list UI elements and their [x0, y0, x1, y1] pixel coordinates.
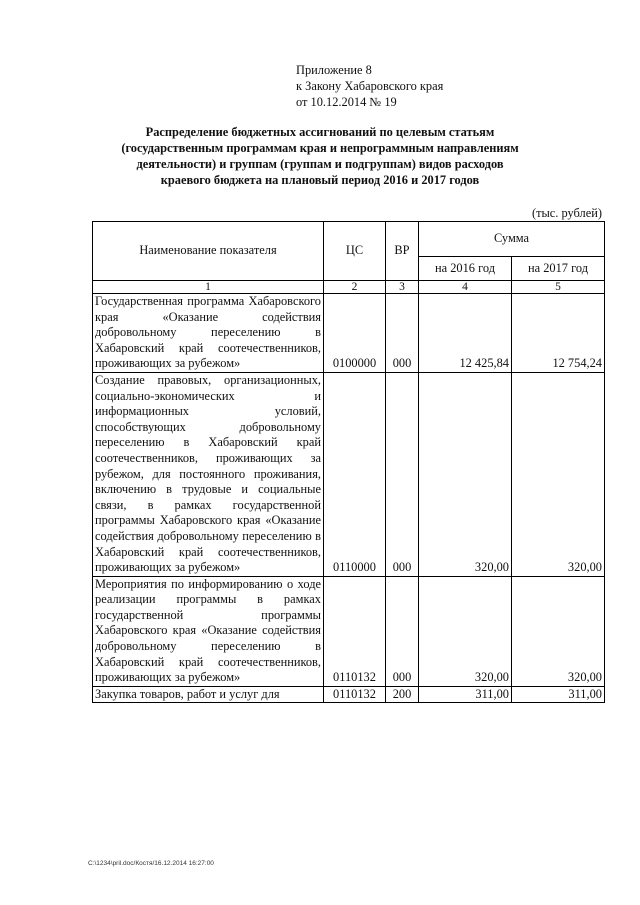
row-amount-2017: 311,00 [512, 686, 605, 703]
row-name: Закупка товаров, работ и услуг для [93, 686, 324, 703]
row-amount-2016: 12 425,84 [419, 294, 512, 373]
column-number: 3 [386, 281, 419, 294]
document-title: Распределение бюджетных ассигнований по целевым статьям (государственным программам края и непрограммным направлениям деятельности) и группам (группам и подгруппам) видов расходов краевого бюджета на плановый период 2016 и 2017 годов [121, 125, 519, 187]
row-amount-2017: 320,00 [512, 576, 605, 686]
header-name: Наименование показателя [93, 222, 324, 281]
header-cs: ЦС [324, 222, 386, 281]
column-number: 2 [324, 281, 386, 294]
header-vr: ВР [386, 222, 419, 281]
appendix-block [296, 62, 443, 110]
header-2017: на 2017 год [512, 257, 605, 281]
row-amount-2016: 320,00 [419, 372, 512, 576]
units-label: (тыс. рублей) [531, 206, 602, 220]
row-cs: 0100000 [324, 294, 386, 373]
table-row [93, 294, 605, 373]
row-cs: 0110132 [324, 576, 386, 686]
row-cs: 0110132 [324, 686, 386, 703]
row-amount-2017: 12 754,24 [512, 294, 605, 373]
row-amount-2016: 320,00 [419, 576, 512, 686]
column-number: 5 [512, 281, 605, 294]
row-vr: 200 [386, 686, 419, 703]
row-name: Мероприятия по информированию о ходе реализации программы в рамках государственной программы Хабаровского края «Оказание содействия добровольному переселению в Хабаровский край соотечественников, проживающих за рубежом» [93, 576, 324, 686]
row-name: Создание правовых, организационных, социально-экономических и информационных условий, способствующих добровольному переселению в Хабаровский край соотечественников, проживающих за рубежом, для постоянного проживания, включению в трудовые и социальные связи, в рамках государственной программы Хабаровского края «Оказание содействия добровольному переселению в Хабаровский край соотечественников, проживающих за рубежом» [93, 372, 324, 576]
column-number: 1 [93, 281, 324, 294]
budget-table [92, 221, 605, 703]
row-vr: 000 [386, 372, 419, 576]
column-number-row [93, 281, 605, 294]
appendix-date: от 10.12.2014 № 19 [296, 95, 397, 109]
table-row [93, 686, 605, 703]
column-number: 4 [419, 281, 512, 294]
appendix-number: Приложение 8 [296, 63, 372, 77]
row-amount-2016: 311,00 [419, 686, 512, 703]
table-row [93, 372, 605, 576]
header-row [93, 222, 605, 257]
appendix-law: к Закону Хабаровского края [296, 79, 444, 93]
row-cs: 0110000 [324, 372, 386, 576]
row-vr: 000 [386, 294, 419, 373]
row-name: Государственная программа Хабаровского края «Оказание содействия добровольному переселению в Хабаровский край соотечественников, проживающих за рубежом» [93, 294, 324, 373]
row-amount-2017: 320,00 [512, 372, 605, 576]
row-vr: 000 [386, 576, 419, 686]
header-2016: на 2016 год [419, 257, 512, 281]
file-path-footer: C:\1234\pril.doc/Костя/16.12.2014 16:27:00 [88, 860, 214, 867]
table-row [93, 576, 605, 686]
header-sum: Сумма [419, 222, 605, 257]
